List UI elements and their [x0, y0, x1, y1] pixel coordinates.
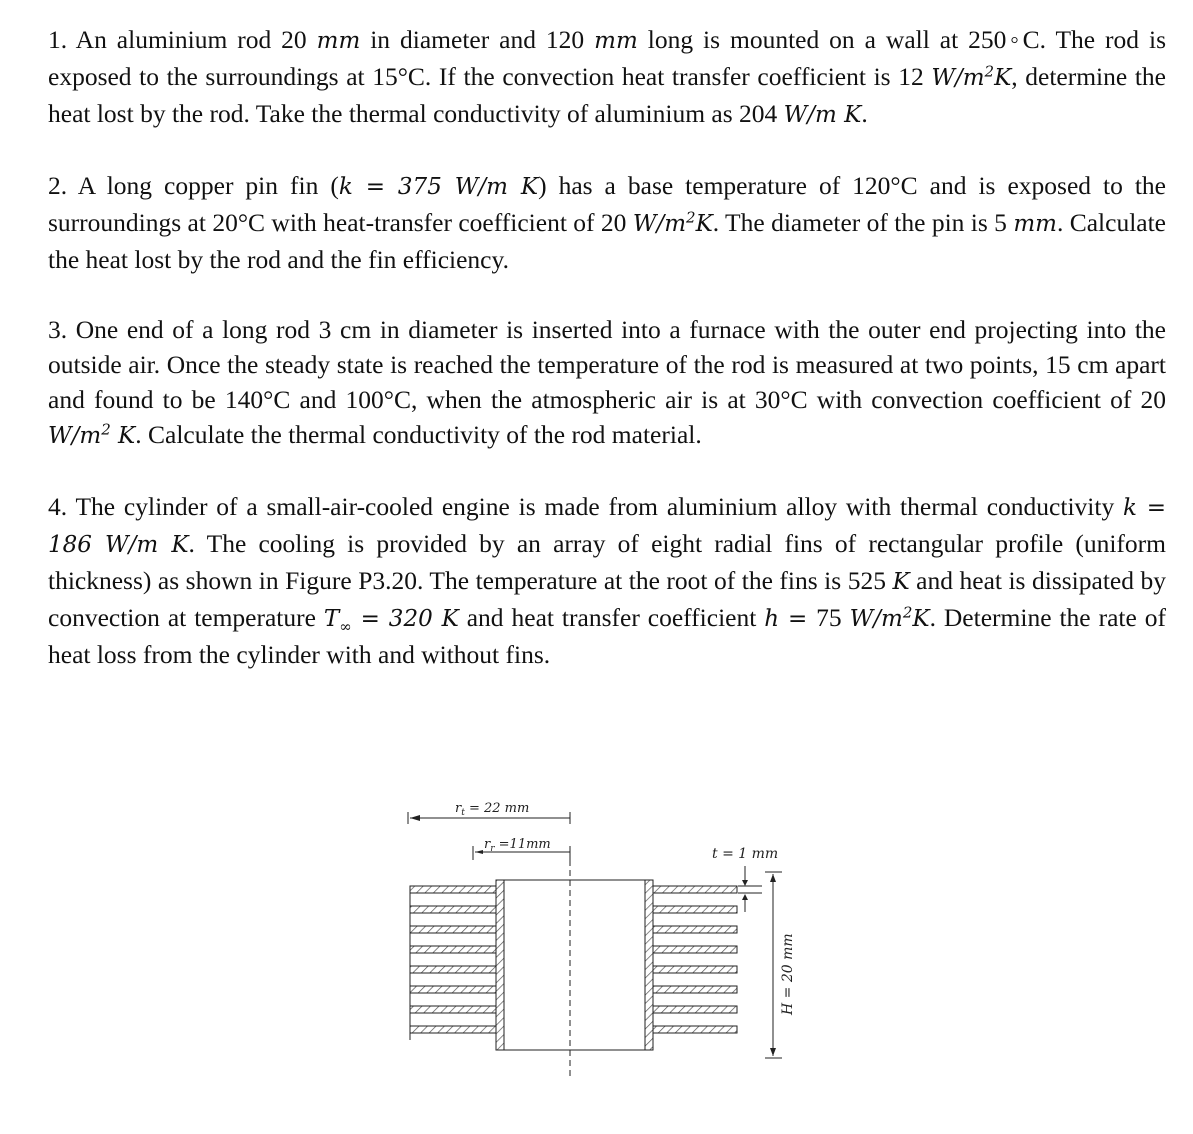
problem-3 — [48, 312, 1166, 454]
p2-k-expression: k = 375 W/m K — [338, 174, 539, 200]
problem-1 — [48, 22, 1166, 133]
p1-unit-htc-end: K — [994, 65, 1012, 91]
problem-2 — [48, 168, 1166, 277]
p4-tinf-value: = 320 K — [351, 606, 459, 632]
p4-h-expression: h = — [764, 606, 817, 632]
p1-text-a: 1. An aluminium rod 20 — [48, 25, 317, 54]
p2-unit-htc-sup: 2 — [686, 208, 696, 227]
p2-text-b: ) has a base temperature of 120°C and is exposed to the surroundings at 20°C with heat-transfer coefficient of 20 — [48, 171, 1167, 237]
p1-text-b: in diameter and 120 — [360, 25, 595, 54]
p1-text-c: long is mounted on a wall at 250◦C. The rod is exposed to the surroundings at 15°C. If the convection heat transfer coefficient is 12 — [48, 25, 1167, 91]
p4-unit-htc-sup: 2 — [902, 603, 913, 622]
t-label: t = 1 mm — [712, 846, 779, 862]
p4-tinf-sub: ∞ — [339, 617, 352, 636]
p4-text-a: 4. The cylinder of a small-air-cooled engine is made from aluminium alloy with thermal conductivity — [48, 492, 1124, 521]
p3-unit-htc-base: W/m — [48, 423, 102, 449]
p4-unit-k1: K — [892, 569, 910, 595]
p2-unit-mm: mm — [1013, 211, 1057, 237]
p3-text-b: . Calculate the thermal conductivity of the rod material. — [135, 420, 702, 449]
rt-label: $r_t = 22$ mm — [455, 801, 530, 818]
rr-dimension — [473, 837, 570, 860]
p2-unit-htc-base: W/m — [632, 211, 687, 237]
p3-text-a: 3. One end of a long rod 3 cm in diameter is inserted into a furnace with the outer end projecting into the outside air. Once the steady state is reached the temperature of the rod is measured at two points, 15 cm apart and found to be 140°C and 100°C, when the atmospheric air is at 30°C with convection coefficient of 20 — [48, 315, 1166, 414]
p1-text-e: . — [861, 99, 868, 128]
problem-4 — [48, 489, 1166, 672]
p2-text-a: 2. A long copper pin fin ( — [48, 171, 339, 200]
p1-unit-mm2: mm — [594, 28, 638, 54]
rt-dimension — [408, 801, 570, 824]
p4-tinf-expression — [323, 606, 459, 636]
p3-unit-htc-end: K — [110, 423, 136, 449]
p2-unit-htc-end: K — [695, 211, 713, 237]
p3-unit-htc — [48, 420, 136, 449]
p1-unit-mm1: mm — [316, 28, 361, 54]
p1-text-d: , determine the heat lost by the rod. Take the thermal conductivity of aluminium as 204 — [48, 62, 1166, 128]
p1-unit-k: W/m K — [783, 102, 862, 128]
p4-text-f: . Determine the rate of heat loss from the cylinder with and without fins. — [48, 603, 1166, 669]
t-dimension — [738, 866, 762, 912]
p1-unit-htc-base: W/m — [931, 65, 985, 91]
p4-unit-htc-base: W/m — [849, 606, 903, 632]
p4-k-expression: k = 186 W/m K — [48, 495, 1166, 558]
rr-label: $r_r =11mm$ — [484, 837, 551, 854]
p1-unit-htc-sup: 2 — [984, 62, 995, 81]
cylinder-bore — [504, 860, 645, 1080]
p4-unit-htc-end: K — [912, 606, 930, 632]
p2-text-c: . The diameter of the pin is 5 — [712, 208, 1014, 237]
p2-unit-htc — [632, 208, 713, 237]
left-fin-array — [410, 880, 504, 1050]
h-label: H = 20 mm — [780, 933, 796, 1015]
p1-unit-htc — [931, 62, 1012, 91]
p3-unit-htc-sup: 2 — [101, 420, 111, 439]
problem-sheet — [48, 22, 1166, 672]
finned-cylinder-diagram — [400, 790, 820, 1090]
figure-p3-20 — [400, 790, 820, 1090]
right-fin-array — [645, 880, 737, 1050]
p4-unit-htc — [849, 603, 930, 632]
p4-text-b: . The cooling is provided by an array of eight radial fins of rectangular profile (uniform thickness) as shown in Figure P3.20. The temperature at the root of the fins is 525 — [48, 529, 1166, 595]
p4-text-c: and heat is dissipated by convection at temperature — [48, 566, 1166, 632]
h-dimension — [765, 872, 796, 1058]
p4-tinf-symbol: T — [323, 606, 340, 632]
p2-text-d: . Calculate the heat lost by the rod and the fin efficiency. — [48, 208, 1166, 274]
p4-text-e: 75 — [816, 603, 850, 632]
p4-text-d: and heat transfer coefficient — [458, 603, 765, 632]
